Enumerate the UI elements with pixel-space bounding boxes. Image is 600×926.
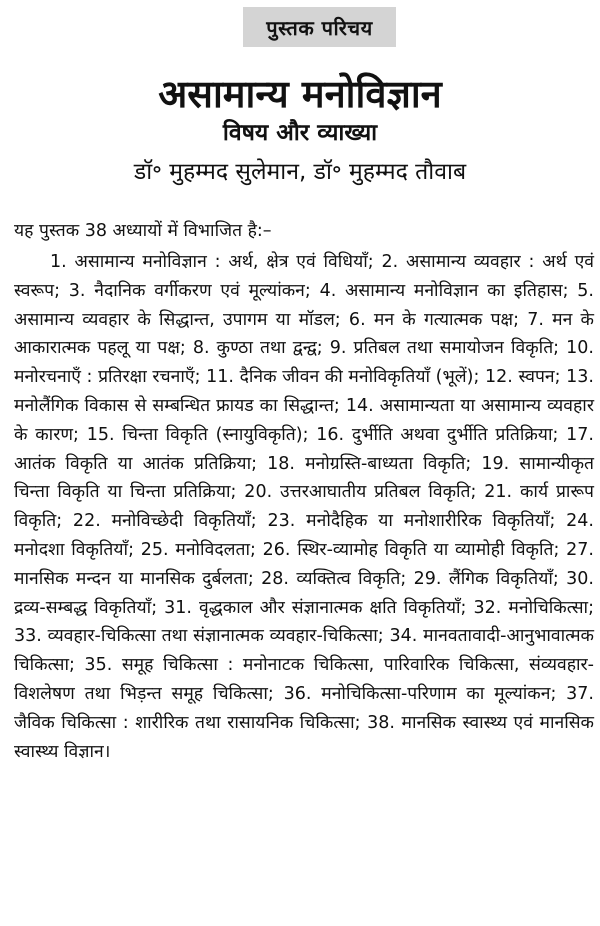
intro-line: यह पुस्तक 38 अध्यायों में विभाजित है:– — [14, 221, 272, 241]
book-authors: डॉ॰ मुहम्मद सुलेमान, डॉ॰ मुहम्मद तौवाब — [133, 159, 467, 185]
book-title: असामान्य मनोविज्ञान — [158, 72, 442, 116]
section-label: पुस्तक परिचय — [243, 7, 396, 47]
chapter-list-paragraph: 1. असामान्य मनोविज्ञान : अर्थ, क्षेत्र एवं विधियाँ; 2. असामान्य व्यवहार : अर्थ एवं स्वरूप; 3. नैदानिक वर्गीकरण एवं मूल्यांकन; 4. असामान्य मनोविज्ञान का इतिहास; 5. असामान्य व्यवहार के सिद्धान्त, उपागम या मॉडल; 6. मन के गत्यात्मक पक्ष; 7. मन के आकारात्मक पहलू या पक्ष; 8. कुण्ठा तथा द्वन्द्व; 9. प्रतिबल तथा समायोजन विकृति; 10. मनोरचनाएँ : प्रतिरक्षा रचनाएँ; 11. दैनिक जीवन की मनोविकृतियाँ (भूलें); 12. स्वपन; 13. मनोलैंगिक विकास से सम्बन्धित फ्रायड का सिद्धान्त; 14. असामान्यता या असामान्य व्यवहार के कारण; 15. चिन्ता विकृति (स्नायुविकृति); 16. दुर्भीति अथवा दुर्भीति प्रतिक्रिया; 17. आतंक विकृति या आतंक प्रतिक्रिया; 18. मनोग्रस्ति-बाध्यता विकृति; 19. सामान्यीकृत चिन्ता विकृति या चिन्ता प्रतिक्रिया; 20. उत्तरआघातीय प्रतिबल विकृति; 21. कार्य प्रारूप विकृति; 22. मनोविच्छेदी विकृतियाँ; 23. मनोदैहिक या मनोशारीरिक विकृतियाँ; 24. मनोदशा विकृतियाँ; 25. मनोविदलता; 26. स्थिर-व्यामोह विकृति या व्यामोही विकृति; 27. मानसिक मन्दन या मानसिक दुर्बलता; 28. व्यक्तित्व विकृति; 29. लैंगिक विकृतियाँ; 30. द्रव्य-सम्बद्ध विकृतियाँ; 31. वृद्धकाल और संज्ञानात्मक क्षति विकृतियाँ; 32. मनोचिकित्सा; 33. व्यवहार-चिकित्सा तथा संज्ञानात्मक व्यवहार-चिकित्सा; 34. मानवतावादी-आनुभावात्मक चिकित्सा; 35. समूह चिकित्सा : मनोनाटक चिकित्सा, पारिवारिक चिकित्सा, संव्यवहार-विशलेषण तथा भिड़न्त समूह चिकित्सा; 36. मनोचिकित्सा-परिणाम का मूल्यांकन; 37. जैविक चिकित्सा : शारीरिक तथा रासायनिक चिकित्सा; 38. मानसिक स्वास्थ्य एवं मानसिक स्वास्थ्य विज्ञान। — [14, 252, 594, 762]
book-subtitle: विषय और व्याख्या — [222, 120, 378, 146]
